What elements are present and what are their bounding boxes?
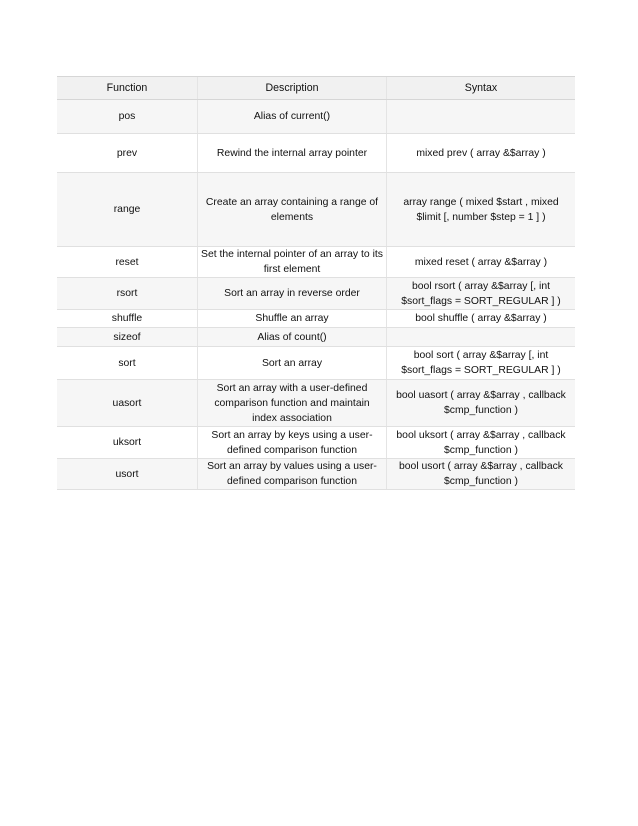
description-cell: Alias of count() (197, 328, 386, 346)
table-row (57, 380, 575, 427)
description-cell: Sort an array in reverse order (197, 278, 386, 309)
table-row (57, 459, 575, 490)
description-cell: Create an array containing a range of elements (197, 173, 386, 246)
function-cell: pos (118, 111, 136, 122)
description-cell: Alias of current() (197, 100, 386, 133)
table-row (57, 278, 575, 310)
table-row (57, 347, 575, 380)
syntax-cell: bool uksort ( array &$array , callback $cmp_function ) (386, 427, 575, 458)
description-cell: Rewind the internal array pointer (197, 134, 386, 172)
table-row (57, 134, 575, 173)
syntax-cell: bool shuffle ( array &$array ) (386, 310, 575, 327)
syntax-cell: bool sort ( array &$array [, int $sort_flags = SORT_REGULAR ] ) (386, 347, 575, 379)
description-cell: Sort an array by values using a user-defined comparison function (197, 459, 386, 489)
syntax-cell: mixed reset ( array &$array ) (386, 247, 575, 277)
function-cell: sizeof (113, 331, 141, 343)
table-header-row (57, 77, 575, 100)
function-cell: reset (115, 256, 139, 268)
function-cell: prev (116, 147, 138, 159)
syntax-cell: bool uasort ( array &$array , callback $cmp_function ) (386, 380, 575, 426)
syntax-cell: mixed prev ( array &$array ) (386, 134, 575, 172)
table-row (57, 427, 575, 459)
functions-table (57, 76, 575, 490)
function-cell: uksort (112, 437, 142, 448)
header-description: Description (197, 77, 386, 99)
table-row (57, 173, 575, 247)
table-row (57, 328, 575, 347)
description-cell: Sort an array with a user-defined comparison function and maintain index association (197, 380, 386, 426)
function-cell: shuffle (111, 313, 143, 324)
function-cell: range (113, 204, 141, 215)
function-cell: sort (118, 357, 136, 369)
header-function: Function (106, 81, 148, 94)
table-row (57, 310, 575, 328)
syntax-cell: bool usort ( array &$array , callback $cmp_function ) (386, 459, 575, 489)
function-cell: uasort (112, 397, 142, 409)
function-cell: rsort (116, 288, 138, 299)
syntax-cell: bool rsort ( array &$array [, int $sort_flags = SORT_REGULAR ] ) (386, 278, 575, 309)
description-cell: Set the internal pointer of an array to its first element (197, 247, 386, 277)
syntax-cell (386, 100, 575, 133)
syntax-cell: array range ( mixed $start , mixed $limit [, number $step = 1 ] ) (386, 173, 575, 246)
description-cell: Sort an array by keys using a user-defined comparison function (197, 427, 386, 458)
table-row (57, 100, 575, 134)
function-cell: usort (115, 468, 139, 480)
description-cell: Shuffle an array (197, 310, 386, 327)
table-row (57, 247, 575, 278)
header-syntax: Syntax (386, 77, 575, 99)
description-cell: Sort an array (197, 347, 386, 379)
syntax-cell (386, 328, 575, 346)
